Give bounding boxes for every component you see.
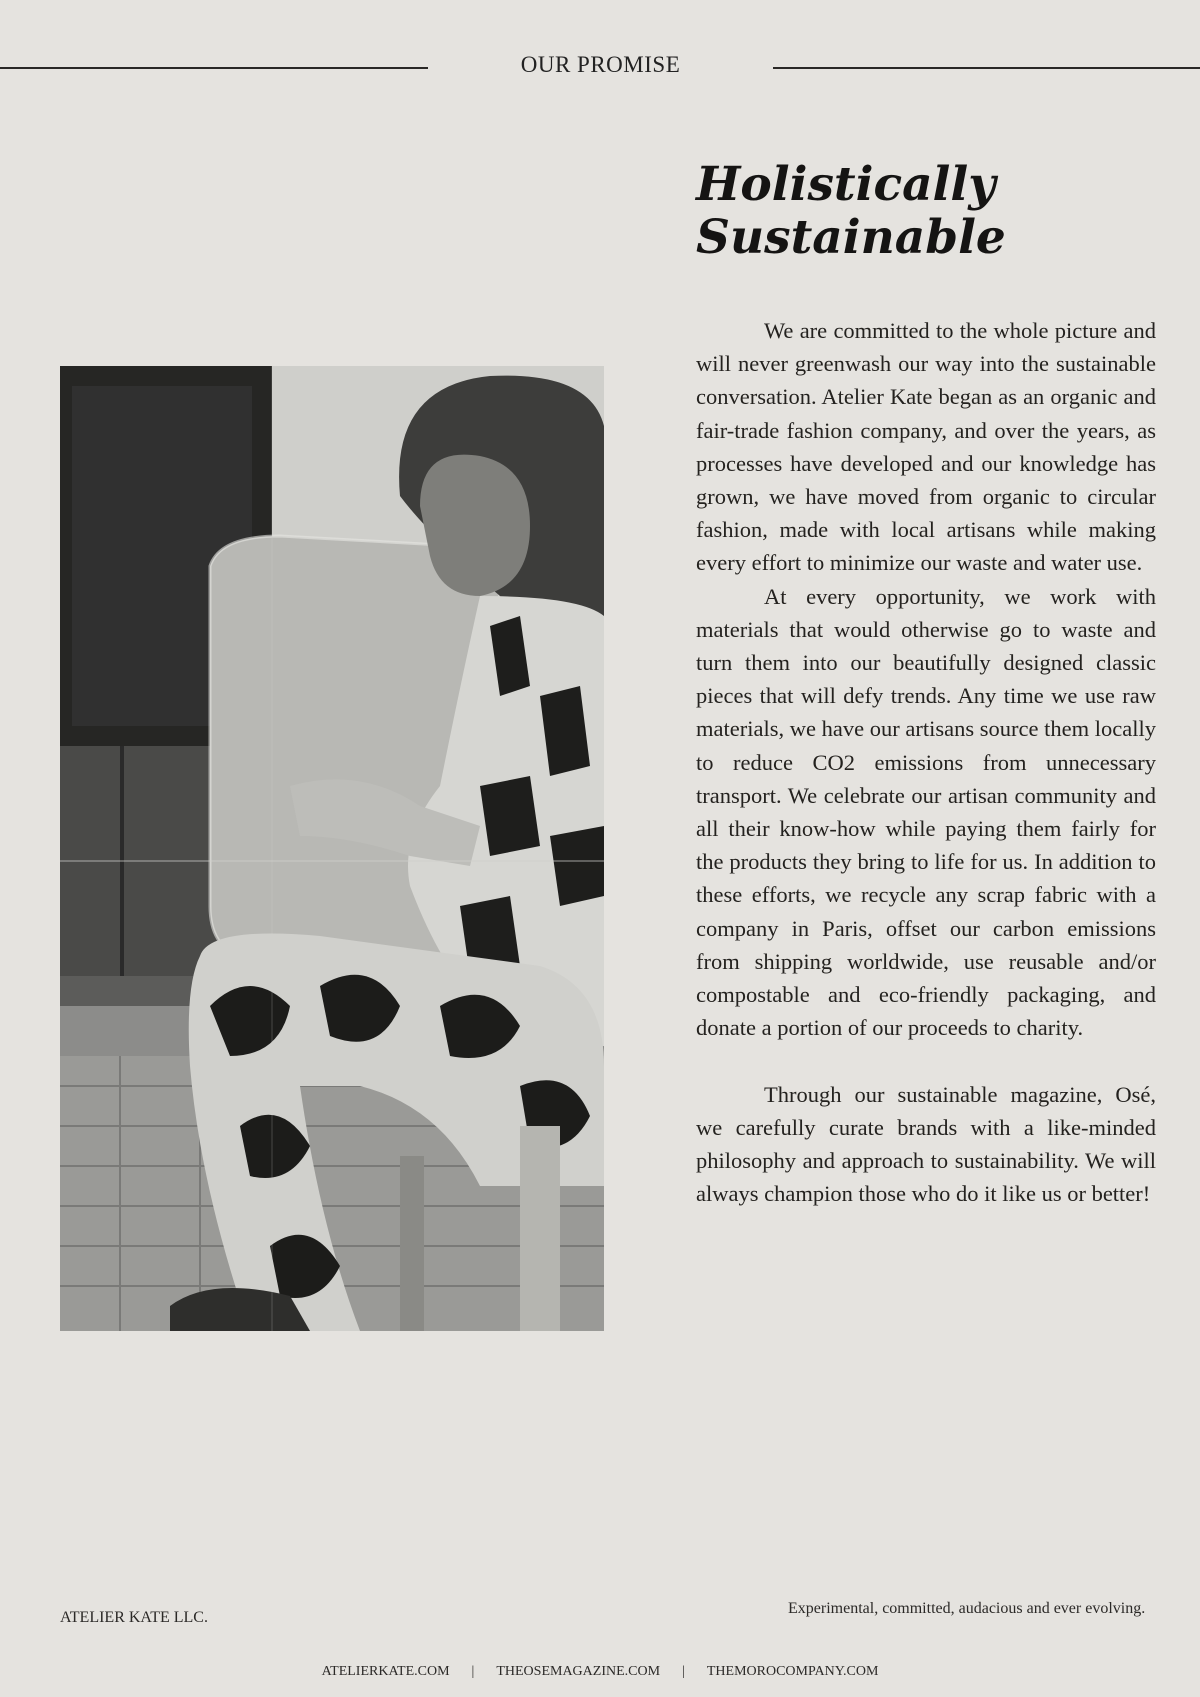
section-label: OUR PROMISE xyxy=(520,52,681,77)
article-body xyxy=(696,314,1156,1210)
footer-company: ATELIER KATE LLC. xyxy=(60,1609,208,1626)
footer-link-morocompany[interactable]: THEMOROCOMPANY.COM xyxy=(706,1664,879,1679)
article-paragraph-3: Through our sustainable magazine, Osé, we carefully curate brands with a like-minded philosophy and approach to sustainability. We will always champion those who do it like us or better! xyxy=(696,1081,1156,1207)
header-rule-right xyxy=(773,67,1200,69)
footer-link-osemagazine[interactable]: THEOSEMAGAZINE.COM xyxy=(496,1664,661,1679)
footer-separator: | xyxy=(682,1664,685,1679)
title-line-2: Sustainable xyxy=(696,210,1006,265)
article-paragraph-1: We are committed to the whole picture and will never greenwash our way into the sustainable conversation. Atelier Kate began as an organic and fair-trade fashion company, and over the years, as processes have developed and our knowledge has grown, we have moved from organic to circular fashion, made with local artisans while making every effort to minimize our waste and water use. xyxy=(696,318,1156,576)
footer-tagline: Experimental, committed, audacious and ever evolving. xyxy=(788,1600,1146,1617)
article-paragraph-2: At every opportunity, we work with materials that would otherwise go to waste and turn them into our beautifully designed classic pieces that will defy trends. Any time we use raw materials, we have our artisans source them locally to reduce CO2 emissions from unnecessary transport. We celebrate our artisan community and all their know-how while paying them fairly for the products they bring to life for us. In addition to these efforts, we recycle any scrap fabric with a company in Paris, offset our carbon emissions from shipping worldwide, use reusable and/or compostable and eco-friendly packaging, and donate a portion of our proceeds to charity. xyxy=(696,583,1156,1041)
footer-separator: | xyxy=(471,1664,475,1679)
title-line-1: Holistically xyxy=(696,157,996,212)
header-rule-left xyxy=(0,67,428,69)
footer-links xyxy=(0,1664,1200,1680)
page-title xyxy=(696,158,1156,264)
footer-link-atelierkate[interactable]: ATELIERKATE.COM xyxy=(321,1664,450,1679)
artisan-photo xyxy=(60,366,604,1331)
artisan-photo-illustration xyxy=(60,366,604,1331)
